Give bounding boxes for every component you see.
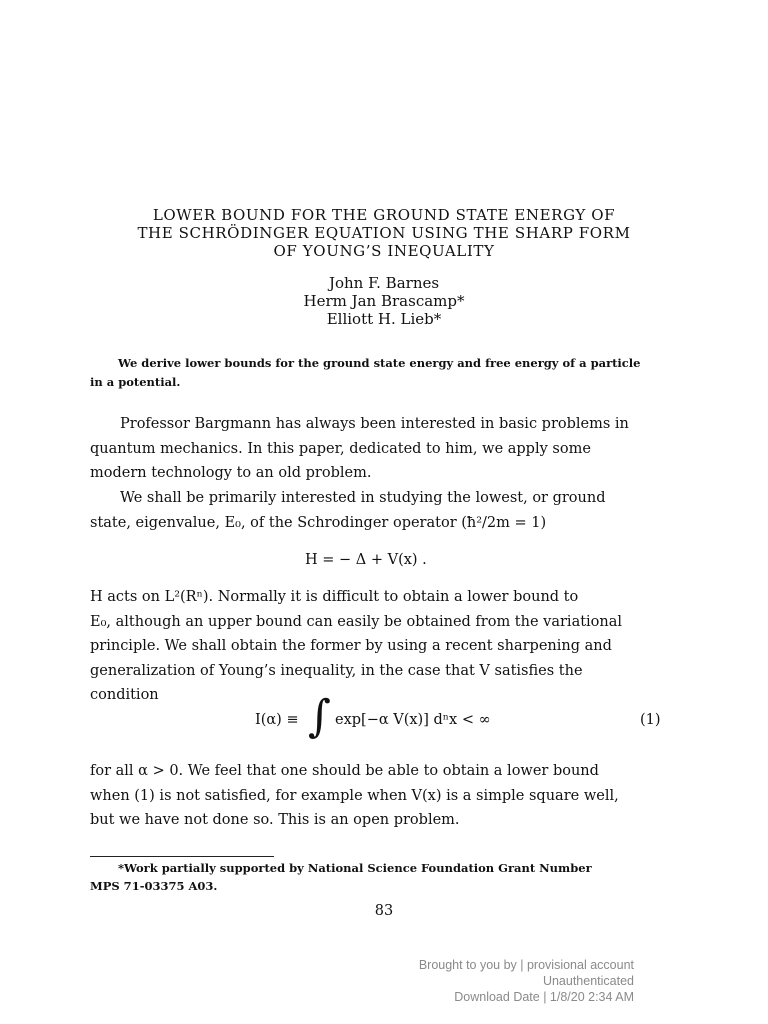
equation-1-rhs: exp[−α V(x)] dⁿx < ∞	[335, 712, 491, 728]
text-line: Professor Bargmann has always been interested in basic problems in	[120, 416, 629, 432]
footnote-line: *Work partially supported by National Science Foundation Grant Number	[118, 861, 592, 875]
watermark-line: Brought to you by | provisional account	[418, 958, 634, 972]
watermark-line: Unauthenticated	[542, 974, 634, 988]
text-line: state, eigenvalue, E₀, of the Schrodinger operator (ħ²/2m = 1)	[90, 514, 547, 531]
body-paragraph-4	[90, 759, 675, 833]
body-paragraph-3	[90, 585, 675, 708]
page-number: 83	[374, 903, 394, 919]
text-line: for all α > 0. We feel that one should be able to obtain a lower bound	[90, 763, 599, 779]
author-name: Elliott H. Lieb*	[326, 310, 442, 328]
text-line: but we have not done so. This is an open problem.	[90, 812, 460, 828]
body-paragraph-2	[90, 486, 675, 535]
hamiltonian-equation: H = − Δ + V(x) .	[305, 552, 427, 568]
text-line: when (1) is not satisfied, for example when V(x) is a simple square well,	[90, 787, 619, 804]
title-line: LOWER BOUND FOR THE GROUND STATE ENERGY OF	[152, 206, 616, 224]
integral-symbol: ∫	[308, 691, 331, 742]
watermark-line: Download Date | 1/8/20 2:34 AM	[454, 990, 634, 1004]
text-line: We shall be primarily interested in studying the lowest, or ground	[120, 490, 606, 506]
text-line: quantum mechanics. In this paper, dedicated to him, we apply some	[90, 440, 591, 457]
paper-title	[0, 206, 768, 260]
title-line: THE SCHRÖDINGER EQUATION USING THE SHARP FORM	[137, 224, 631, 242]
abstract-line: in a potential.	[90, 375, 181, 389]
equation-1-lhs: I(α) ≡	[255, 712, 299, 728]
abstract-line: We derive lower bounds for the ground state energy and free energy of a particle	[118, 356, 641, 370]
footnote-divider	[90, 856, 274, 857]
text-line: condition	[90, 687, 159, 703]
text-line: modern technology to an old problem.	[90, 465, 372, 481]
text-line: H acts on L²(Rⁿ). Normally it is difficult to obtain a lower bound to	[90, 589, 579, 605]
author-name: John F. Barnes	[328, 274, 440, 292]
download-watermark	[419, 957, 634, 1005]
author-name: Herm Jan Brascamp*	[303, 292, 465, 310]
title-line: OF YOUNG’S INEQUALITY	[273, 242, 495, 260]
footnote	[90, 859, 690, 895]
footnote-line: MPS 71-03375 A03.	[90, 879, 218, 893]
author-list	[0, 274, 768, 328]
body-paragraph-1	[90, 412, 675, 486]
text-line: principle. We shall obtain the former by using a recent sharpening and	[90, 638, 612, 654]
text-line: E₀, although an upper bound can easily be obtained from the variational	[90, 613, 623, 630]
equation-number: (1)	[640, 712, 661, 728]
text-line: generalization of Young’s inequality, in the case that V satisfies the	[90, 662, 583, 679]
abstract	[90, 354, 685, 392]
